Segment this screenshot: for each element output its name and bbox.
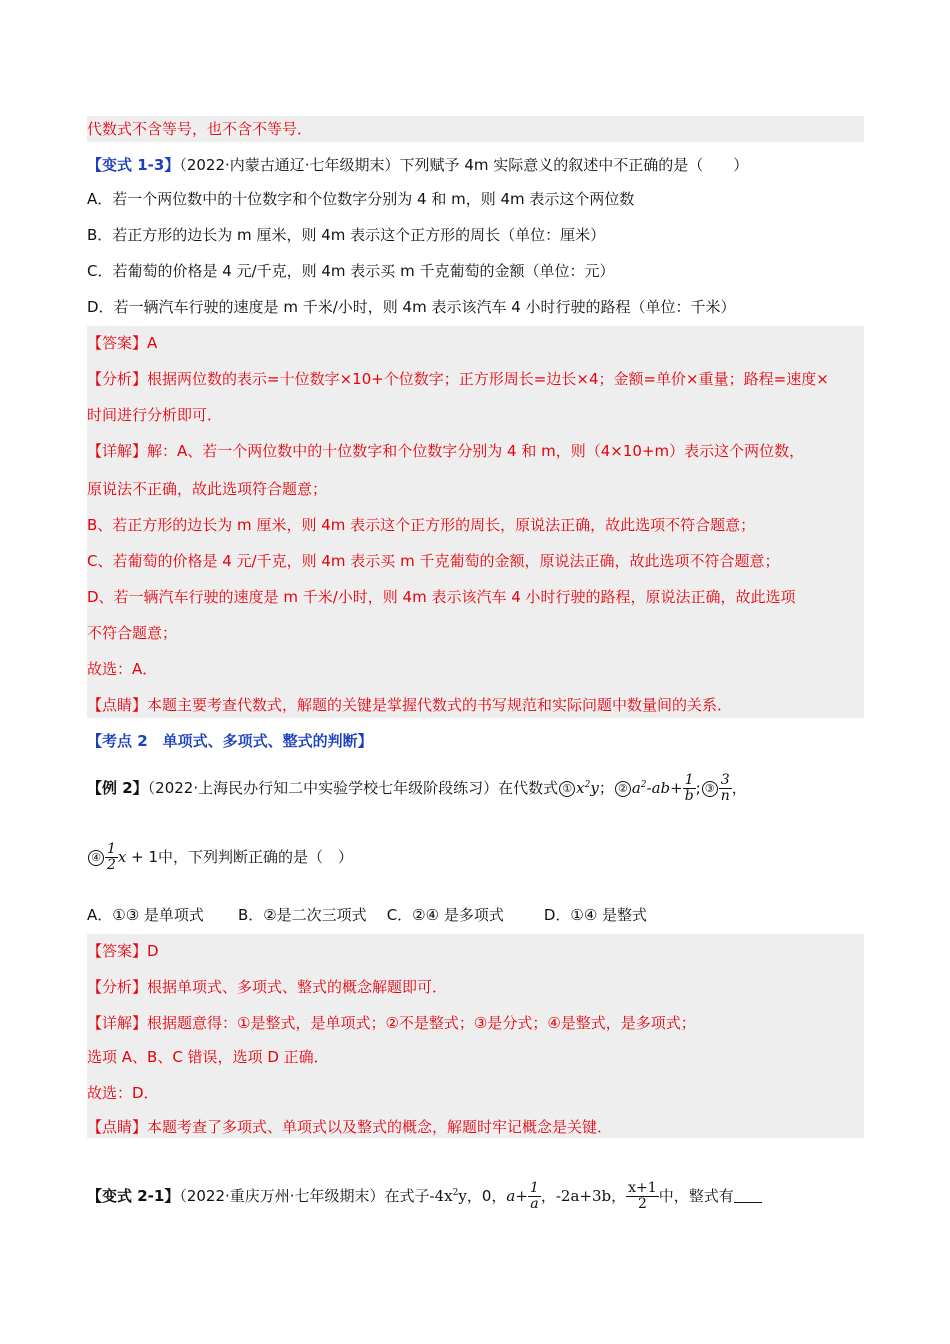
detail-line: B、若正方形的边长为 m 厘米，则 4m 表示这个正方形的周长，原说法正确，故此选项不符合题意； — [87, 516, 756, 534]
comment-text: 本题主要考查代数式，解题的关键是掌握代数式的书写规范和实际问题中数量间的关系． — [147, 696, 733, 714]
topic-heading: 【考点 2 单项式、多项式、整式的判断】 — [87, 732, 373, 750]
analysis-tag: 【分析】 — [87, 978, 148, 996]
option-b: B．若正方形的边长为 m 厘米，则 4m 表示这个正方形的周长（单位：厘米） — [87, 226, 606, 244]
comment-line — [87, 692, 732, 718]
variant-source: （2022·内蒙古通辽·七年级期末） — [179, 156, 400, 174]
comma: ， — [731, 779, 747, 797]
option-c: C．②④ 是多项式 — [386, 906, 504, 924]
analysis-text: 根据两位数的表示=十位数字×10+个位数字；正方形周长=边长×4；金额=单价×重量；路程=速度× — [147, 370, 829, 388]
example-question: 中，下列判断正确的是（ ） — [158, 848, 354, 866]
variant-tag: 【变式 2-1】 — [87, 1187, 180, 1205]
analysis-line-2: 时间进行分析即可． — [87, 406, 223, 424]
detail-line: 原说法不正确，故此选项符合题意； — [87, 480, 328, 498]
detail-line: 故选：D． — [87, 1084, 159, 1102]
answer-blank[interactable] — [734, 1188, 762, 1203]
variant-tag: 【变式 1-3】 — [87, 156, 180, 174]
analysis-line — [87, 974, 447, 1000]
detail-line — [87, 438, 804, 464]
example-2-stem: 【例 2】（2022·上海民办行知二中实验学校七年级阶段练习）在代数式 ① $x^2y$； ② $a^2-ab+$ $\frac{1}{b}$ ; ③ $\frac{3}{n}$ ， — [87, 772, 747, 804]
expr-4: x — [117, 848, 127, 866]
comment-tag: 【点睛】 — [87, 1118, 148, 1136]
fraction-x1-over-2: $\frac{x+1}{2}$ — [628, 1180, 657, 1212]
detail-line: D、若一辆汽车行驶的速度是 m 千米/小时，则 4m 表示该汽车 4 小时行驶的路程，原说法正确，故此选项 — [87, 588, 796, 606]
expr-c: -2a+3b — [555, 1187, 612, 1205]
fraction-3-over-n: $\frac{3}{n}$ — [720, 772, 730, 804]
item-3-marker: ③ — [702, 781, 718, 797]
item-2-marker: ② — [615, 781, 631, 797]
analysis-tag: 【分析】 — [87, 370, 148, 388]
fraction-1-over-2: $\frac{1}{2}$ — [107, 841, 116, 873]
detail-line: 不符合题意； — [87, 624, 178, 642]
option-b: B．②是二次三项式 — [237, 906, 367, 924]
item-4-marker: ④ — [88, 850, 104, 866]
example-tag: 【例 2】 — [87, 779, 148, 797]
option-d: D．①④ 是整式 — [543, 906, 648, 924]
example-source: （2022·上海民办行知二中实验学校七年级阶段练习）在代数式 — [147, 779, 559, 797]
variant-1-3-stem — [87, 152, 748, 178]
option-a: A．①③ 是单项式 — [87, 906, 204, 924]
comment-text: 本题考查了多项式、单项式以及整式的概念，解题时牢记概念是关键． — [147, 1118, 613, 1136]
detail-tag: 【详解】 — [87, 1014, 148, 1032]
detail-tag: 【详解】 — [87, 442, 148, 460]
answer-tag: 【答案】 — [87, 942, 148, 960]
expr-a: $-4x^2y$ — [429, 1187, 467, 1205]
comment-line — [87, 1114, 612, 1140]
example-2-stem-2: ④ $\frac{1}{2}$ x + 1中，下列判断正确的是（ ） — [87, 834, 353, 880]
answer-tag: 【答案】 — [87, 334, 148, 352]
option-c: C．若葡萄的价格是 4 元/千克，则 4m 表示买 m 千克葡萄的金额（单位：元） — [87, 262, 615, 280]
comment-tag: 【点睛】 — [87, 696, 148, 714]
expr-zero: 0， — [481, 1187, 507, 1205]
detail-line: 选项 A、B、C 错误，选项 D 正确． — [87, 1048, 329, 1066]
variant-question: 下列赋予 4m 实际意义的叙述中不正确的是（ ） — [399, 156, 749, 174]
detail-line — [87, 1010, 696, 1036]
analysis-line — [87, 366, 829, 392]
item-1-marker: ① — [559, 781, 575, 797]
variant-2-1-stem: 【变式 2-1】（2022·重庆万州·七年级期末）在式子$-4x^2y$，0，a+ $\frac{1}{a}$ ，-2a+3b， $\frac{x+1}{2}$ 中，整式有 — [87, 1168, 762, 1218]
fraction-1-over-b: $\frac{1}{b}$ — [684, 772, 694, 804]
detail-text: 解：A、若一个两位数中的十位数字和个位数字分别为 4 和 m，则（4×10+m）表示这个两位数， — [147, 442, 805, 460]
variant-question: 中，整式有 — [658, 1187, 734, 1205]
answer-value: D — [147, 942, 159, 960]
detail-text: 根据题意得：①是整式，是单项式；②不是整式；③是分式；④是整式，是多项式； — [147, 1014, 696, 1032]
option-a: A．若一个两位数中的十位数字和个位数字分别为 4 和 m，则 4m 表示这个两位数 — [87, 190, 635, 208]
detail-line: 故选：A． — [87, 660, 158, 678]
expr-2: $a^2-ab+$ — [631, 779, 683, 797]
answer-line — [87, 330, 157, 356]
detail-line: C、若葡萄的价格是 4 元/千克，则 4m 表示买 m 千克葡萄的金额，原说法正确，故此选项不符合题意； — [87, 552, 780, 570]
expr-b: a+ — [506, 1187, 528, 1205]
variant-source: （2022·重庆万州·七年级期末）在式子 — [179, 1187, 430, 1205]
option-d: D．若一辆汽车行驶的速度是 m 千米/小时，则 4m 表示该汽车 4 小时行驶的路程（单位：千米） — [87, 298, 736, 316]
answer-line — [87, 938, 159, 964]
intro-line: 代数式不含等号，也不含不等号． — [87, 120, 313, 138]
shaded-solution-2 — [87, 934, 864, 1138]
fraction-1-over-a: $\frac{1}{a}$ — [529, 1180, 539, 1212]
example-options — [87, 902, 647, 928]
answer-value: A — [147, 334, 158, 352]
analysis-text: 根据单项式、多项式、整式的概念解题即可． — [147, 978, 448, 996]
expr-1: $x^2y$ — [576, 779, 599, 797]
